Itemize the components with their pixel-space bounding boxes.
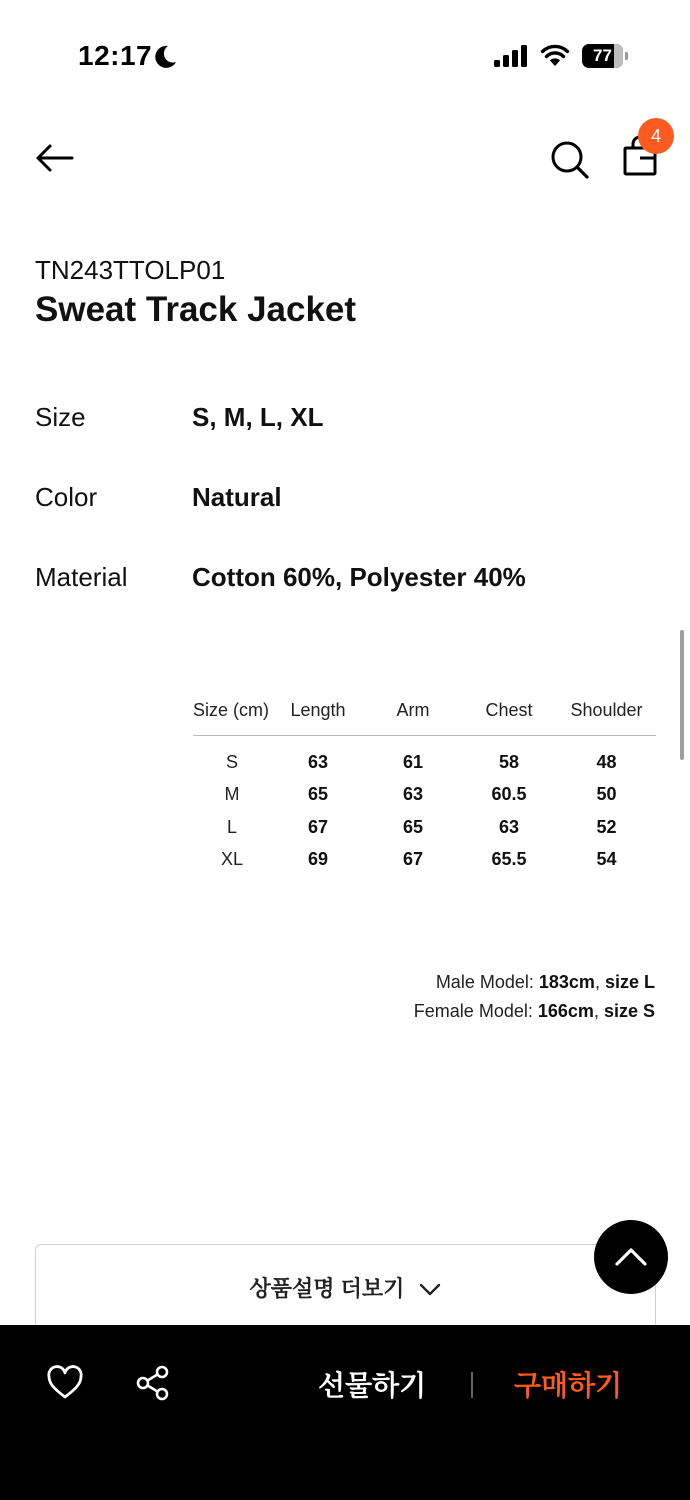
scroll-top-button[interactable] <box>594 1220 668 1294</box>
info-label-color: Color <box>35 482 98 512</box>
table-cell: 63 <box>498 816 520 837</box>
bottom-action-bar <box>0 1325 690 1500</box>
divider <box>471 1372 473 1398</box>
table-cell: 54 <box>596 849 617 870</box>
table-header-cell: Size (cm) <box>193 700 269 720</box>
male-model-size: size L <box>604 972 655 992</box>
male-model-label: Male Model: <box>435 972 534 992</box>
male-model-separator: , <box>594 972 600 992</box>
chevron-up-icon <box>614 1247 648 1267</box>
buy-button[interactable]: 구매하기 <box>514 1370 623 1401</box>
product-title: Sweat Track Jacket <box>35 290 357 329</box>
moon-icon <box>152 44 178 70</box>
table-cell: 65 <box>307 784 329 805</box>
gift-button[interactable]: 선물하기 <box>318 1370 427 1401</box>
table-cell: XL <box>220 849 244 870</box>
female-model-label: Female Model: <box>413 1001 533 1021</box>
male-model-height: 183cm <box>538 972 595 992</box>
table-row <box>193 746 656 779</box>
female-model-height: 166cm <box>537 1001 594 1021</box>
battery-body <box>582 44 623 68</box>
table-cell: 67 <box>402 849 424 870</box>
table-cell: 63 <box>307 751 329 772</box>
info-label-size: Size <box>35 402 86 432</box>
product-code: TN243TTOLP01 <box>35 255 226 285</box>
table-cell: 65.5 <box>491 849 527 870</box>
table-cell: 63 <box>402 784 424 805</box>
info-label-material: Material <box>35 562 128 592</box>
search-icon[interactable] <box>546 136 592 182</box>
table-cell: 65 <box>402 816 424 837</box>
scrollbar[interactable] <box>680 630 684 760</box>
more-description-label-wrap[interactable] <box>0 1272 690 1303</box>
female-model-size: size S <box>603 1001 655 1021</box>
table-cell: 58 <box>498 751 520 772</box>
table-cell: 67 <box>307 816 329 837</box>
cart-count-badge: 4 <box>638 118 674 154</box>
table-cell: 61 <box>402 751 424 772</box>
table-row <box>193 811 656 844</box>
info-value-color: Natural <box>192 482 282 512</box>
table-cell: 60.5 <box>491 784 527 805</box>
status-bar <box>0 0 690 110</box>
table-cell: 69 <box>307 849 329 870</box>
more-description-label: 상품설명 더보기 <box>249 1276 405 1301</box>
back-arrow-icon <box>34 143 74 173</box>
heart-icon[interactable] <box>46 1365 84 1401</box>
table-cell: M <box>224 784 240 805</box>
share-icon[interactable] <box>134 1364 172 1402</box>
battery-icon <box>582 44 628 68</box>
status-time: 12:17 <box>78 40 153 71</box>
table-cell: S <box>225 751 238 772</box>
male-model-info <box>436 972 655 993</box>
table-cell: 48 <box>596 751 617 772</box>
signal-icon <box>494 45 530 67</box>
table-header-cell: Chest <box>485 700 533 720</box>
table-header-cell: Shoulder <box>570 700 643 720</box>
female-model-separator: , <box>593 1001 599 1021</box>
table-cell: 50 <box>596 784 617 805</box>
table-row <box>193 844 656 877</box>
battery-cap <box>625 52 628 60</box>
table-header-cell: Length <box>290 700 346 720</box>
info-value-material: Cotton 60%, Polyester 40% <box>192 562 526 592</box>
wifi-icon <box>540 42 570 68</box>
table-cell: L <box>226 816 237 837</box>
table-cell: 52 <box>596 816 617 837</box>
size-table-header <box>193 700 656 736</box>
table-row <box>193 779 656 812</box>
female-model-info <box>414 1001 655 1022</box>
table-header-cell: Arm <box>396 700 430 720</box>
back-button[interactable] <box>30 138 78 178</box>
info-value-size: S, M, L, XL <box>192 402 324 432</box>
size-table <box>193 700 656 876</box>
chevron-down-icon <box>419 1283 441 1297</box>
battery-level: 77 <box>593 46 612 65</box>
